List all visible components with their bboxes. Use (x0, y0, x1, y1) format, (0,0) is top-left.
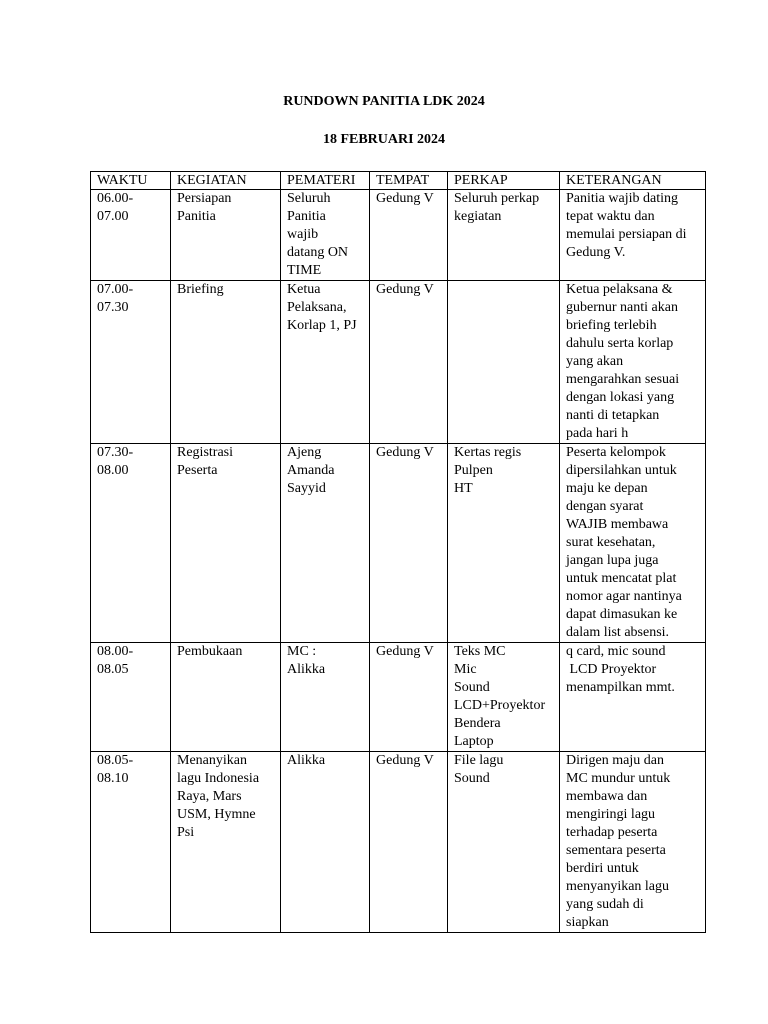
cell-line: Amanda (287, 463, 335, 478)
header-row (91, 172, 706, 190)
header-kegiatan: KEGIATAN (171, 172, 281, 190)
cell-perkap (448, 752, 560, 933)
cell-line: dahulu serta korlap (566, 336, 674, 351)
cell-pemateri (281, 281, 370, 444)
cell-line: Peserta kelompok (566, 445, 666, 460)
cell-line: kegiatan (454, 209, 502, 224)
cell-line: Bendera (454, 716, 501, 731)
cell-line: LCD Proyektor (566, 662, 657, 677)
cell-line: Raya, Mars (177, 789, 242, 804)
cell-line: 08.00 (97, 463, 129, 478)
cell-tempat: Gedung V (370, 281, 448, 444)
cell-pemateri (281, 752, 370, 933)
cell-line: Persiapan (177, 191, 232, 206)
cell-line: mengiringi lagu (566, 807, 656, 822)
cell-line: Peserta (177, 463, 218, 478)
cell-kegiatan (171, 643, 281, 752)
cell-line: Ketua pelaksana & (566, 282, 673, 297)
rundown-table (90, 171, 706, 933)
cell-line: MC mundur untuk (566, 771, 671, 786)
cell-line: yang akan (566, 354, 624, 369)
cell-line: dengan syarat (566, 499, 644, 514)
cell-line: Korlap 1, PJ (287, 318, 357, 333)
cell-line: mengarahkan sesuai (566, 372, 680, 387)
table-row (91, 281, 706, 444)
header-perkap: PERKAP (448, 172, 560, 190)
cell-line: LCD+Proyektor (454, 698, 546, 713)
cell-line: Kertas regis (454, 445, 522, 460)
cell-perkap (448, 643, 560, 752)
cell-line: Menanyikan (177, 753, 247, 768)
header-pemateri: PEMATERI (281, 172, 370, 190)
cell-waktu (91, 190, 171, 281)
cell-line: Panitia (177, 209, 216, 224)
cell-line: q card, mic sound (566, 644, 666, 659)
header-tempat: TEMPAT (370, 172, 448, 190)
cell-line: dipersilahkan untuk (566, 463, 677, 478)
cell-line: 08.10 (97, 771, 129, 786)
cell-line: membawa dan (566, 789, 648, 804)
cell-kegiatan (171, 444, 281, 643)
cell-line: MC : (287, 644, 317, 659)
cell-keterangan (560, 444, 706, 643)
cell-line: Psi (177, 825, 195, 840)
cell-line: menyanyikan lagu (566, 879, 670, 894)
cell-line: Sound (454, 680, 490, 695)
cell-line: Pelaksana, (287, 300, 347, 315)
cell-waktu (91, 444, 171, 643)
cell-line: gubernur nanti akan (566, 300, 678, 315)
cell-kegiatan (171, 190, 281, 281)
cell-line: dalam list absensi. (566, 625, 670, 640)
cell-line: terhadap peserta (566, 825, 658, 840)
cell-line: Sound (454, 771, 490, 786)
cell-line: 07.30 (97, 300, 129, 315)
document-title: RUNDOWN PANITIA LDK 2024 (283, 94, 485, 109)
cell-line: wajib (287, 227, 319, 242)
cell-tempat: Gedung V (370, 190, 448, 281)
cell-pemateri (281, 444, 370, 643)
cell-line: 08.05- (97, 753, 134, 768)
cell-keterangan (560, 281, 706, 444)
cell-line: untuk mencatat plat (566, 571, 677, 586)
cell-line: Panitia wajib dating (566, 191, 678, 206)
cell-line: Gedung V. (566, 245, 626, 260)
cell-line: 06.00- (97, 191, 134, 206)
cell-line: Alikka (287, 662, 326, 677)
cell-line: siapkan (566, 915, 609, 930)
cell-line: USM, Hymne (177, 807, 256, 822)
cell-line: Teks MC (454, 644, 506, 659)
cell-line: menampilkan mmt. (566, 680, 675, 695)
cell-line: lagu Indonesia (177, 771, 260, 786)
cell-tempat: Gedung V (370, 444, 448, 643)
cell-line: Ajeng (287, 445, 322, 460)
cell-perkap (448, 281, 560, 444)
document-date: 18 FEBRUARI 2024 (322, 132, 446, 147)
cell-line: sementara peserta (566, 843, 666, 858)
cell-pemateri (281, 643, 370, 752)
header-keterangan: KETERANGAN (560, 172, 706, 190)
cell-line: HT (454, 481, 473, 496)
cell-kegiatan (171, 281, 281, 444)
cell-line: Laptop (454, 734, 494, 749)
cell-line: Alikka (287, 753, 326, 768)
cell-waktu (91, 643, 171, 752)
cell-line: yang sudah di (566, 897, 644, 912)
cell-tempat: Gedung V (370, 643, 448, 752)
cell-line: Ketua (287, 282, 321, 297)
cell-line: pada hari h (566, 426, 629, 441)
table-row (91, 643, 706, 752)
cell-perkap (448, 190, 560, 281)
cell-line: Dirigen maju dan (566, 753, 664, 768)
table-row (91, 190, 706, 281)
cell-line: Seluruh perkap (454, 191, 540, 206)
cell-line: Sayyid (287, 481, 326, 496)
cell-perkap (448, 444, 560, 643)
cell-waktu (91, 281, 171, 444)
cell-line: maju ke depan (566, 481, 648, 496)
cell-line: datang ON (287, 245, 349, 260)
cell-line: nanti di tetapkan (566, 408, 660, 423)
cell-line: 07.30- (97, 445, 134, 460)
cell-kegiatan (171, 752, 281, 933)
cell-line: tepat waktu dan (566, 209, 655, 224)
cell-line: WAJIB membawa (566, 517, 669, 532)
table-row (91, 752, 706, 933)
cell-line: Pulpen (454, 463, 493, 478)
cell-line: briefing terlebih (566, 318, 657, 333)
cell-line: nomor agar nantinya (566, 589, 682, 604)
cell-keterangan (560, 752, 706, 933)
cell-pemateri (281, 190, 370, 281)
cell-tempat: Gedung V (370, 752, 448, 933)
cell-line: File lagu (454, 753, 504, 768)
header-waktu: WAKTU (91, 172, 171, 190)
cell-line: Mic (454, 662, 477, 677)
table-row (91, 444, 706, 643)
cell-line: TIME (287, 263, 322, 278)
cell-line: 07.00 (97, 209, 129, 224)
cell-waktu (91, 752, 171, 933)
cell-line: 07.00- (97, 282, 134, 297)
cell-line: Briefing (177, 282, 224, 297)
cell-keterangan (560, 643, 706, 752)
cell-line: 08.05 (97, 662, 129, 677)
cell-line: 08.00- (97, 644, 134, 659)
cell-line: Pembukaan (177, 644, 243, 659)
cell-line: surat kesehatan, (566, 535, 656, 550)
cell-line: Registrasi (177, 445, 233, 460)
cell-line: dapat dimasukan ke (566, 607, 678, 622)
cell-line: memulai persiapan di (566, 227, 687, 242)
cell-keterangan (560, 190, 706, 281)
cell-line: Seluruh (287, 191, 331, 206)
cell-line: jangan lupa juga (566, 553, 659, 568)
cell-line: dengan lokasi yang (566, 390, 675, 405)
cell-line: berdiri untuk (566, 861, 639, 876)
cell-line: Panitia (287, 209, 326, 224)
table-body (91, 190, 706, 933)
